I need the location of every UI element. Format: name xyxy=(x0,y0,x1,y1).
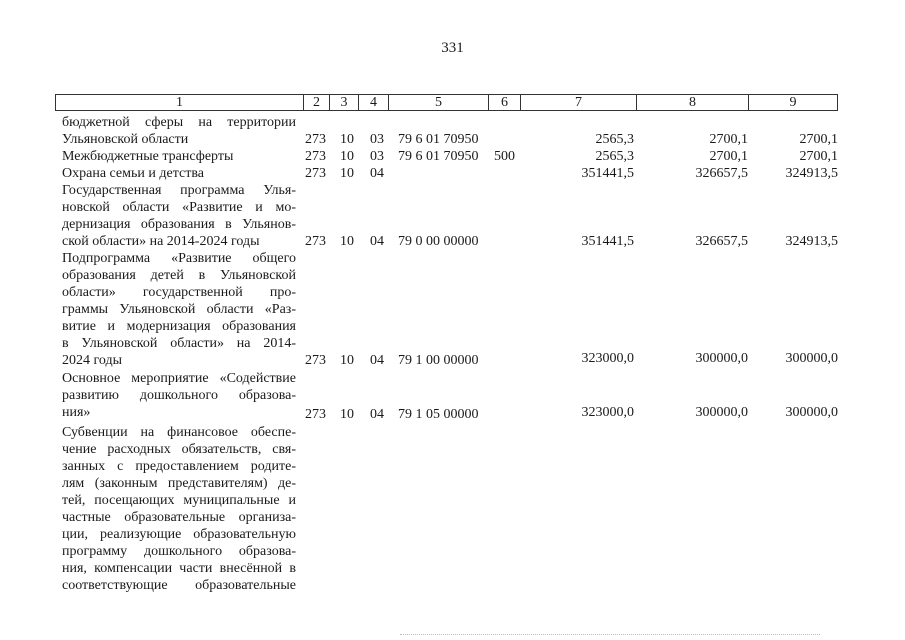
header-col-3: 3 xyxy=(329,95,358,110)
cell-col-5: 79 1 00 00000 xyxy=(398,353,479,368)
cell-col-9: 300000,0 xyxy=(785,405,838,420)
cell-col-8: 2700,1 xyxy=(709,132,748,147)
cell-col-9: 300000,0 xyxy=(785,351,838,366)
cell-col-6: 500 xyxy=(494,149,515,164)
description-line: частные образовательные организа- xyxy=(62,510,296,525)
cell-col-2: 273 xyxy=(305,407,326,422)
description-line: витие и модернизация образования xyxy=(62,319,296,334)
description-line: области» государственной про- xyxy=(62,285,296,300)
description-line: тей, посещающих муниципальные и xyxy=(62,493,296,508)
cell-col-2: 273 xyxy=(305,132,326,147)
row-description xyxy=(62,114,296,148)
cell-col-3: 10 xyxy=(340,132,354,147)
description-line: Основное мероприятие «Содействие xyxy=(62,371,296,386)
cell-col-7: 2565,3 xyxy=(595,132,634,147)
cell-col-7: 351441,5 xyxy=(581,166,634,181)
description-line: Охрана семьи и детства xyxy=(62,166,204,181)
cell-col-4: 04 xyxy=(370,353,384,368)
cell-col-2: 273 xyxy=(305,353,326,368)
cell-col-8: 300000,0 xyxy=(695,351,748,366)
description-line: 2024 годы xyxy=(62,353,123,368)
cell-col-3: 10 xyxy=(340,353,354,368)
header-col-1: 1 xyxy=(176,95,183,110)
cell-col-2: 273 xyxy=(305,149,326,164)
cell-col-3: 10 xyxy=(340,149,354,164)
header-col-5: 5 xyxy=(388,95,488,110)
header-col-8: 8 xyxy=(636,95,748,110)
description-line: Субвенции на финансовое обеспе- xyxy=(62,425,296,440)
header-col-6: 6 xyxy=(488,95,520,110)
description-line: ции, реализующие образовательную xyxy=(62,527,296,542)
description-line: ния» xyxy=(62,405,91,420)
cell-col-8: 326657,5 xyxy=(695,166,748,181)
row-description xyxy=(62,424,296,594)
cell-col-8: 326657,5 xyxy=(695,234,748,249)
description-line: новской области «Развитие и мо- xyxy=(62,200,296,215)
cell-col-4: 04 xyxy=(370,407,384,422)
cell-col-7: 2565,3 xyxy=(595,149,634,164)
description-line: Ульяновской области xyxy=(62,132,189,147)
cell-col-9: 324913,5 xyxy=(785,166,838,181)
description-line: дернизация образования в Ульянов- xyxy=(62,217,296,232)
description-line: ской области» на 2014-2024 годы xyxy=(62,234,260,249)
description-line: ния, компенсации части внесённой в xyxy=(62,561,296,576)
header-col-4: 4 xyxy=(358,95,388,110)
cell-col-7: 323000,0 xyxy=(581,405,634,420)
cell-col-5: 79 1 05 00000 xyxy=(398,407,479,422)
header-col-2: 2 xyxy=(303,95,329,110)
cell-col-7: 351441,5 xyxy=(581,234,634,249)
description-line: бюджетной сферы на территории xyxy=(62,115,296,130)
description-line: Государственная программа Улья- xyxy=(62,183,296,198)
row-description xyxy=(62,250,296,369)
page-bottom-edge xyxy=(400,634,820,636)
row-description xyxy=(62,370,296,421)
row-description xyxy=(62,182,296,250)
description-line: Межбюджетные трансферты xyxy=(62,149,234,164)
row-description xyxy=(62,148,296,165)
cell-col-9: 2700,1 xyxy=(799,132,838,147)
cell-col-9: 324913,5 xyxy=(785,234,838,249)
header-col-9: 9 xyxy=(748,95,837,110)
cell-col-4: 03 xyxy=(370,149,384,164)
description-line: лям (законным представителям) де- xyxy=(62,476,296,491)
cell-col-3: 10 xyxy=(340,407,354,422)
cell-col-4: 04 xyxy=(370,166,384,181)
cell-col-2: 273 xyxy=(305,234,326,249)
cell-col-2: 273 xyxy=(305,166,326,181)
description-line: граммы Ульяновской области «Раз- xyxy=(62,302,296,317)
description-line: соответствующие образовательные xyxy=(62,578,296,593)
cell-col-3: 10 xyxy=(340,166,354,181)
cell-col-8: 2700,1 xyxy=(709,149,748,164)
cell-col-3: 10 xyxy=(340,234,354,249)
cell-col-4: 03 xyxy=(370,132,384,147)
header-col-7: 7 xyxy=(520,95,636,110)
page-number: 331 xyxy=(441,40,464,56)
table-header xyxy=(55,94,838,111)
description-line: развитию дошкольного образова- xyxy=(62,388,296,403)
cell-col-5: 79 6 01 70950 xyxy=(398,149,479,164)
cell-col-5: 79 0 00 00000 xyxy=(398,234,479,249)
description-line: Подпрограмма «Развитие общего xyxy=(62,251,296,266)
cell-col-7: 323000,0 xyxy=(581,351,634,366)
description-line: чение расходных обязательств, свя- xyxy=(62,442,296,457)
description-line: программу дошкольного образова- xyxy=(62,544,296,559)
description-line: в Ульяновской области» на 2014- xyxy=(62,336,296,351)
cell-col-4: 04 xyxy=(370,234,384,249)
description-line: занных с предоставлением родите- xyxy=(62,459,296,474)
cell-col-8: 300000,0 xyxy=(695,405,748,420)
cell-col-9: 2700,1 xyxy=(799,149,838,164)
row-description xyxy=(62,165,296,182)
cell-col-5: 79 6 01 70950 xyxy=(398,132,479,147)
description-line: образования детей в Ульяновской xyxy=(62,268,296,283)
